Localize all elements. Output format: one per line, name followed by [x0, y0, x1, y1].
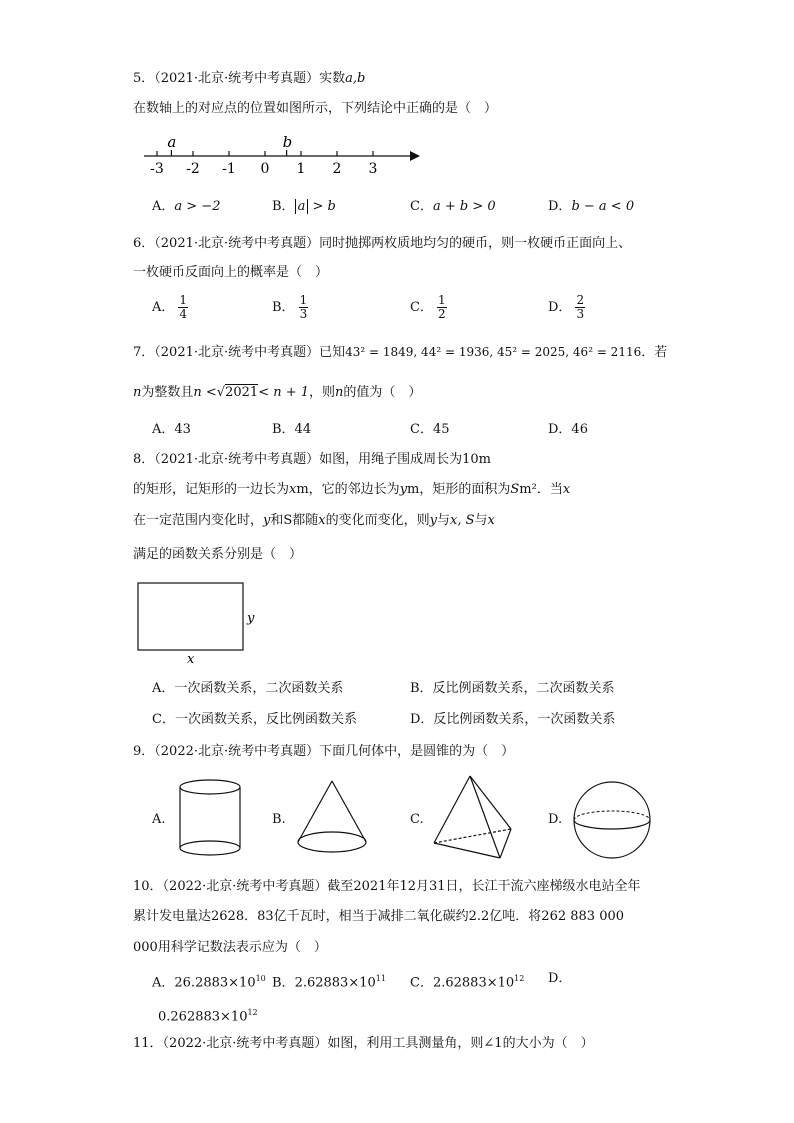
- q6-stem-line1: 6．（2021·北京·统考中考真题）同时抛掷两枚质地均匀的硬币，则一枚硬币正面向上、: [133, 236, 632, 251]
- number-line-tick-label: 0: [260, 161, 270, 177]
- number-line-figure: [140, 134, 440, 180]
- cone-figure: [292, 778, 372, 860]
- q7-stem-line2: n为整数且n <√2021< n + 1，则n的值为（ ）: [133, 385, 422, 400]
- q5-stem-line1: 5．（2021·北京·统考中考真题）实数a,b: [133, 71, 366, 86]
- q7-option-c[interactable]: C．45: [410, 422, 450, 437]
- q10-option-d[interactable]: D．: [548, 971, 572, 986]
- q10-stem-line1: 10．（2022·北京·统考中考真题）截至2021年12月31日，长江干流六座梯级水电站全年: [133, 879, 641, 894]
- q9-option-d[interactable]: D.: [548, 812, 563, 827]
- point-a-label: a: [167, 134, 177, 151]
- q10-option-a[interactable]: A．$26.2883\times 10^{10}$: [152, 974, 266, 991]
- cone-base: [298, 832, 366, 852]
- q7-option-d[interactable]: D．46: [548, 422, 588, 437]
- q7-option-b[interactable]: B．44: [272, 422, 312, 437]
- q8-stem-line1: 8．（2021·北京·统考中考真题）如图，用绳子围成周长为10m: [133, 452, 491, 467]
- number-line-ticks: [150, 151, 377, 177]
- q10-stem-line3: 000用科学记数法表示应为（ ）: [133, 940, 327, 955]
- q10-option-b[interactable]: B．$2.62883\times 10^{11}$: [272, 974, 386, 991]
- pyramid-edge: [434, 776, 470, 843]
- q7-option-a[interactable]: A．43: [152, 422, 191, 437]
- q5-option-b[interactable]: B． a > b: [272, 199, 336, 214]
- q6-option-c[interactable]: C． $\frac{1}{2}$: [410, 293, 446, 321]
- q9-option-a[interactable]: A.: [152, 812, 166, 827]
- q8-stem-line4: 满足的函数关系分别是（ ）: [133, 547, 303, 562]
- pyramid-edge: [434, 843, 500, 858]
- number-line-tick-label: -1: [222, 161, 236, 177]
- pyramid-hidden-edge: [434, 829, 511, 843]
- fraction: $\frac{1}{4}$: [179, 293, 188, 321]
- pyramid-edge: [470, 776, 511, 829]
- number-line-tick-label: 1: [296, 161, 306, 177]
- q8-stem-line2: 的矩形，记矩形的一边长为xm，它的邻边长为ym，矩形的面积为Sm²．当x: [133, 482, 571, 497]
- rectangle-label-x: x: [187, 652, 195, 667]
- q8-option-b[interactable]: B．反比例函数关系，二次函数关系: [410, 681, 615, 696]
- fraction: $\frac{2}{3}$: [576, 293, 585, 321]
- q5-stem-line2: 在数轴上的对应点的位置如图所示，下列结论中正确的是（ ）: [133, 101, 498, 116]
- cylinder-bottom: [180, 841, 240, 855]
- sphere-figure: [570, 778, 654, 862]
- q9-option-b[interactable]: B.: [272, 812, 286, 827]
- q8-option-d[interactable]: D．反比例函数关系，一次函数关系: [410, 712, 616, 727]
- rectangle-figure: [135, 580, 265, 670]
- number-line-tick-label: 3: [368, 161, 378, 177]
- rectangle-label-y: y: [247, 611, 255, 626]
- number-line-arrow: [410, 151, 420, 161]
- q5-option-a[interactable]: A．a > −2: [152, 199, 221, 214]
- number-line-tick-label: 2: [332, 161, 342, 177]
- sphere-outline: [574, 782, 650, 858]
- q11-stem-line1: 11．（2022·北京·统考中考真题）如图，利用工具测量角，则∠1的大小为（ ）: [133, 1036, 594, 1051]
- number-line-tick-label: -2: [186, 161, 200, 177]
- q9-stem-line1: 9．（2022·北京·统考中考真题）下面几何体中，是圆锥的为（ ）: [133, 744, 515, 759]
- number-line-tick-label: -3: [150, 161, 164, 177]
- q9-option-c[interactable]: C.: [410, 812, 424, 827]
- q10-option-d-value: $0.262883\times 10^{12}$: [158, 1008, 258, 1025]
- fraction: $\frac{1}{3}$: [299, 293, 308, 321]
- pyramid-edge: [500, 829, 511, 858]
- pyramid-edge: [470, 776, 500, 858]
- cylinder-top: [180, 780, 240, 794]
- q5-option-d[interactable]: D．b − a < 0: [548, 199, 635, 214]
- q10-stem-line2: 累计发电量达2628．83亿千瓦时，相当于减排二氧化碳约2.2亿吨．将262 883 000: [133, 909, 625, 924]
- q7-stem-line1: 7．（2021·北京·统考中考真题）已知43² = 1849, 44² = 1936, 45² = 2025, 46² = 2116．若: [133, 345, 668, 360]
- q8-option-a[interactable]: A．一次函数关系，二次函数关系: [152, 681, 344, 696]
- pyramid-figure: [428, 773, 518, 863]
- q10-option-c[interactable]: C．$2.62883\times 10^{12}$: [410, 974, 525, 991]
- q5-option-c[interactable]: C．a + b > 0: [410, 199, 496, 214]
- sphere-equator-front: [574, 820, 650, 829]
- fraction: $\frac{1}{2}$: [437, 293, 446, 321]
- point-b-label: b: [282, 134, 293, 151]
- q8-option-c[interactable]: C．一次函数关系，反比例函数关系: [152, 712, 357, 727]
- q6-option-b[interactable]: B． $\frac{1}{3}$: [272, 293, 308, 321]
- q6-stem-line2: 一枚硬币反面向上的概率是（ ）: [133, 265, 329, 280]
- sphere-equator-back: [574, 811, 650, 820]
- q6-option-a[interactable]: A． $\frac{1}{4}$: [152, 293, 188, 321]
- q8-stem-line3: 在一定范围内变化时，y和S都随x的变化而变化，则y与x, S与x: [133, 513, 495, 528]
- cylinder-figure: [175, 778, 245, 860]
- q6-option-d[interactable]: D． $\frac{2}{3}$: [548, 293, 585, 321]
- rectangle-shape: [138, 583, 243, 650]
